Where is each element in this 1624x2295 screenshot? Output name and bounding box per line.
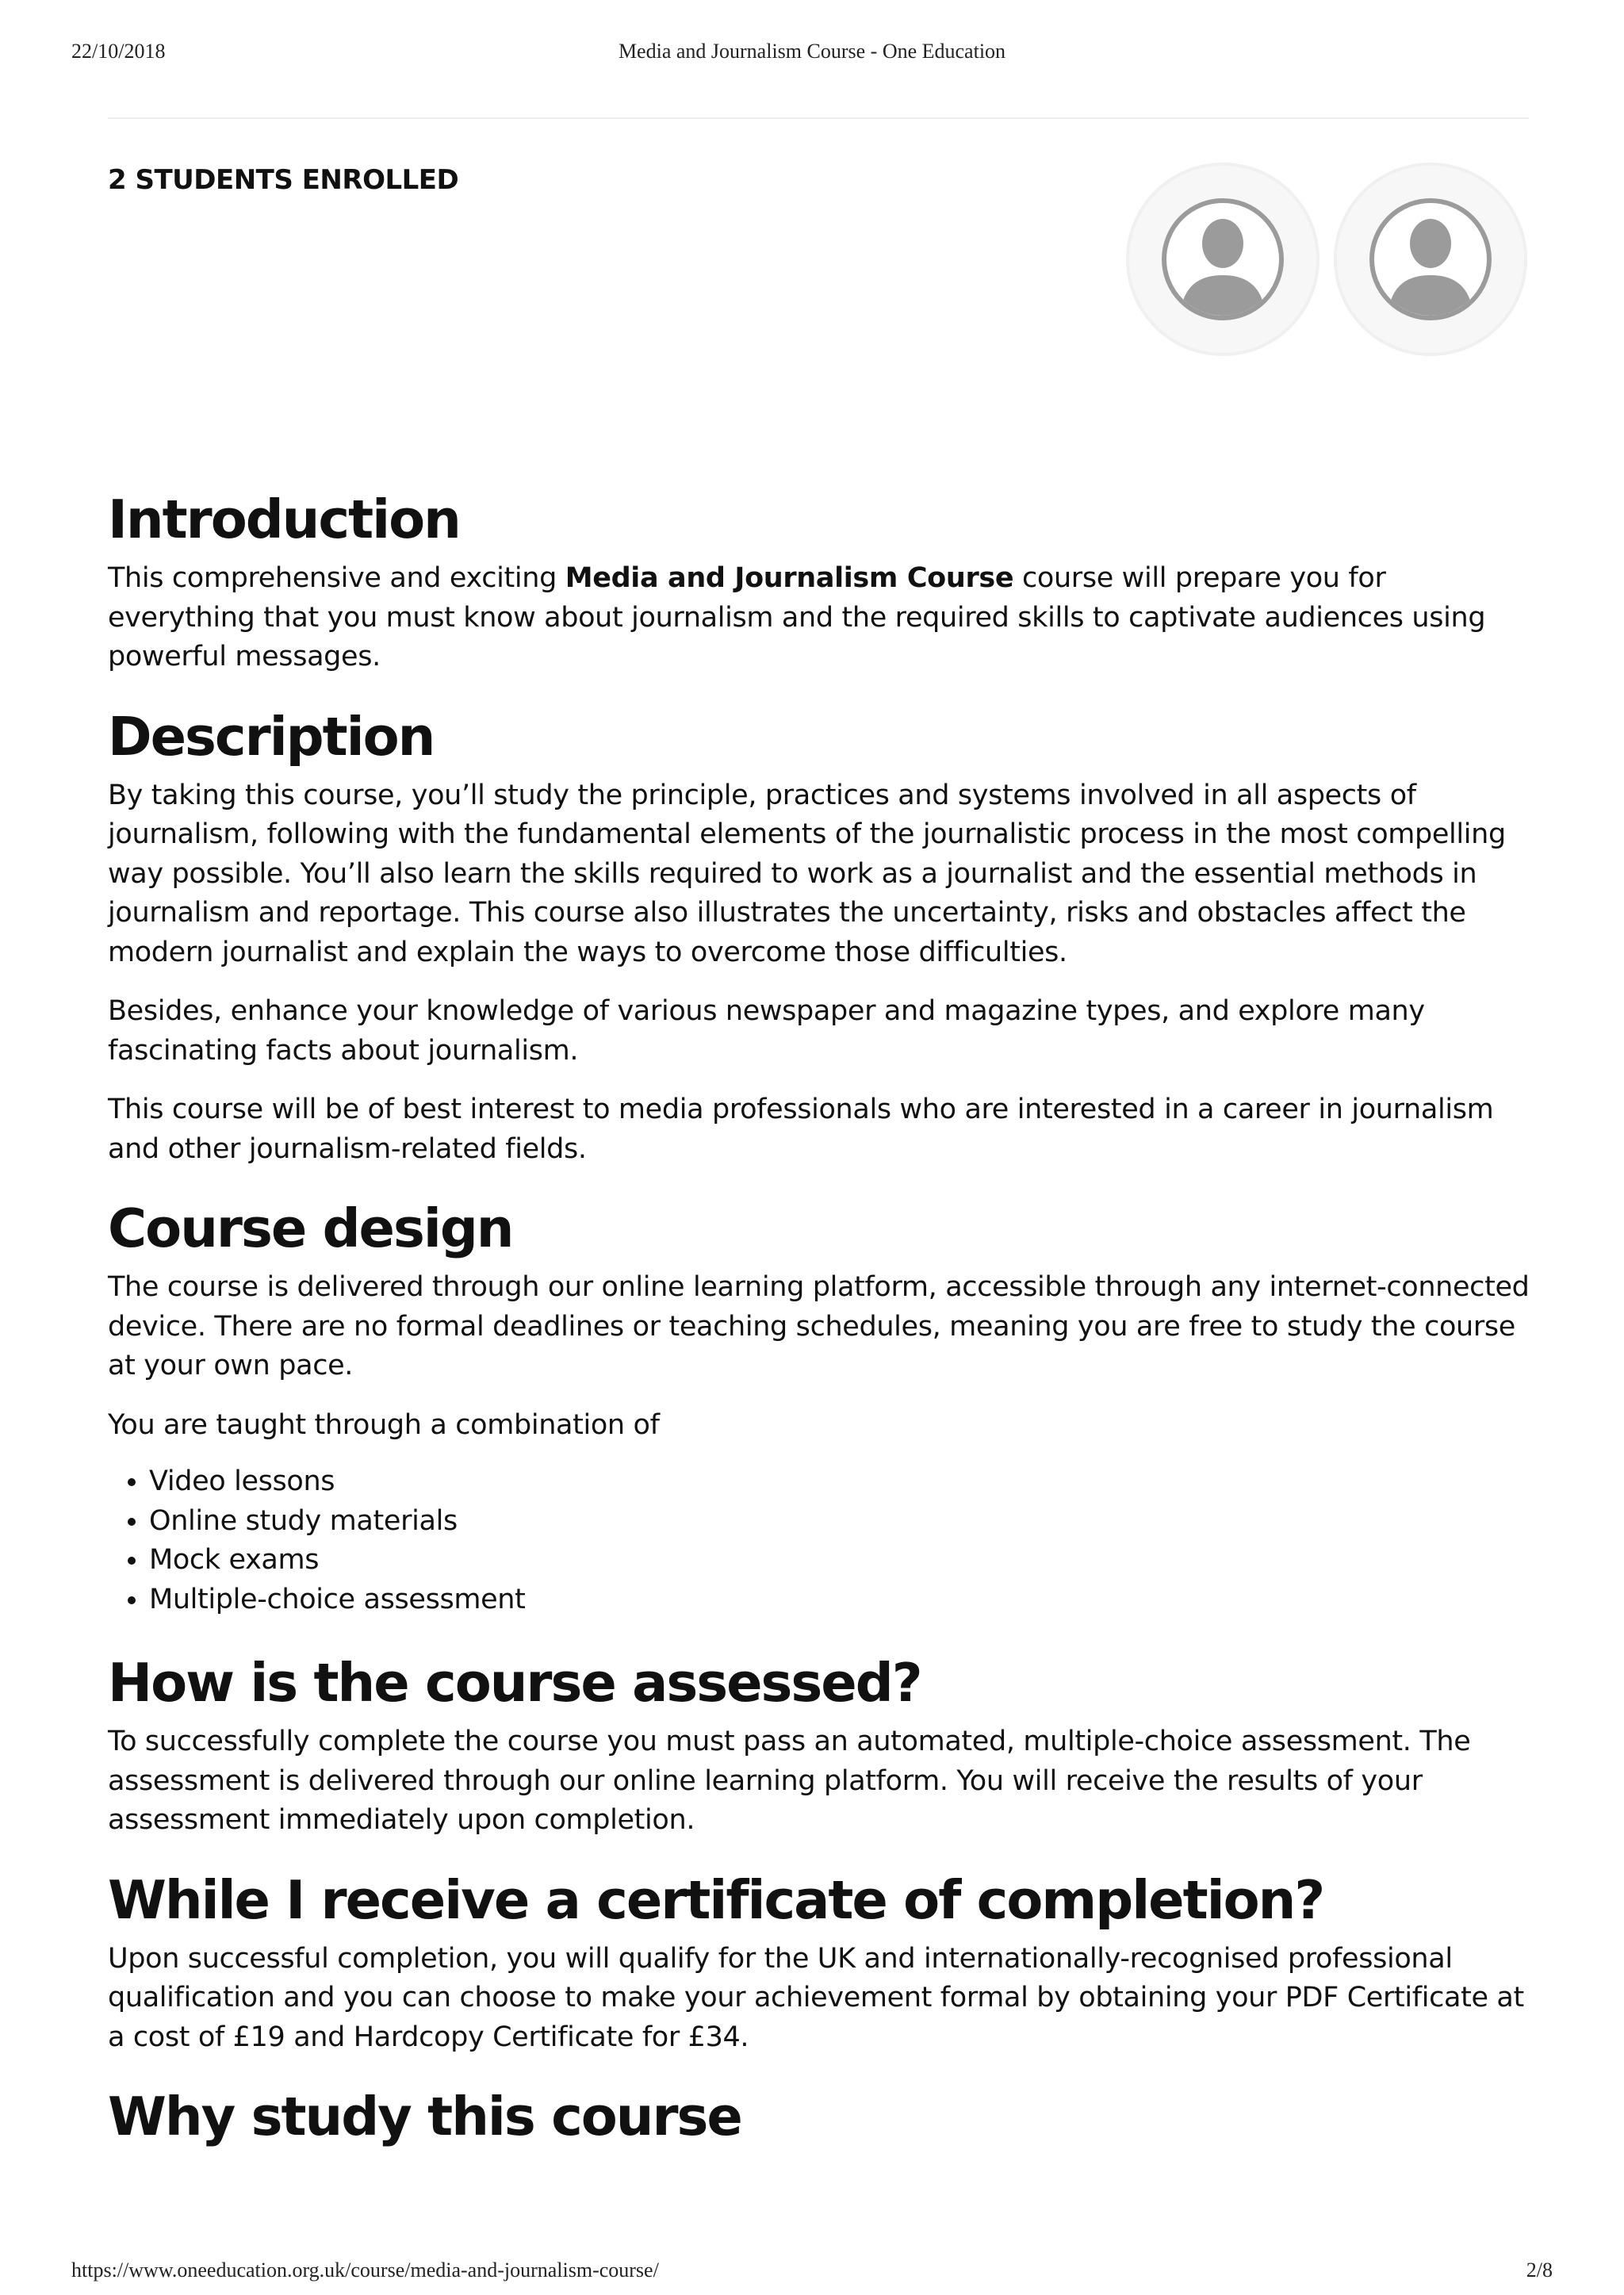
course-name: Media and Journalism Course — [565, 562, 1014, 594]
print-header — [0, 40, 1624, 68]
student-avatar[interactable] — [1126, 163, 1320, 356]
description-paragraph: Besides, enhance your knowledge of various newspaper and magazine types, and explore many fascinating facts about journalism. — [108, 995, 1425, 1067]
description-paragraph: This course will be of best interest to media professionals who are interested in a career in journalism and other journalism-related fields. — [108, 1094, 1494, 1165]
list-item: • Mock exams — [149, 1541, 1531, 1580]
assessment-heading: How is the course assessed? — [108, 1652, 921, 1714]
print-footer — [0, 2259, 1624, 2287]
list-item: • Multiple-choice assessment — [149, 1580, 1531, 1620]
why-study-section — [108, 2077, 1531, 2156]
certificate-section — [108, 1860, 1531, 2058]
course-content — [108, 480, 1531, 2156]
user-avatar-icon — [1159, 196, 1286, 323]
print-page-number: 2/8 — [1526, 2259, 1553, 2282]
introduction-heading: Introduction — [108, 489, 460, 550]
course-design-paragraph: You are taught through a combination of — [108, 1408, 660, 1441]
enrolled-avatars — [1126, 163, 1530, 357]
print-date: 22/10/2018 — [71, 40, 166, 63]
certificate-paragraph: Upon successful completion, you will qualify for the UK and internationally-recognised professional qualification and you can choose to make your achievement formal by obtaining your PDF Certificate at a cost of £19 and Hardcopy Certificate for £34. — [108, 1942, 1524, 2053]
list-item: • Online study materials — [149, 1502, 1531, 1542]
print-page-title: Media and Journalism Course - One Education — [618, 40, 1006, 63]
teaching-methods-list — [108, 1462, 1531, 1619]
course-design-heading: Course design — [108, 1197, 513, 1259]
assessment-paragraph: To successfully complete the course you must pass an automated, multiple-choice assessment. The assessment is delivered through our online learning platform. You will receive the results of your assessment immediately upon completion. — [108, 1726, 1471, 1836]
certificate-heading: While I receive a certificate of completion? — [108, 1868, 1324, 1931]
print-url: https://www.oneeducation.org.uk/course/media-and-journalism-course/ — [71, 2259, 659, 2282]
course-design-paragraph: The course is delivered through our online learning platform, accessible through any internet-connected device. There are no formal deadlines or teaching schedules, meaning you are free to study the course at your own pace. — [108, 1271, 1530, 1381]
introduction-paragraph: This comprehensive and exciting Media and Journalism Course course will prepare you for everything that you must know about journalism and the required skills to captivate audiences using powerful messages. — [108, 562, 1486, 672]
description-heading: Description — [108, 705, 435, 768]
description-paragraph: By taking this course, you’ll study the principle, practices and systems involved in all aspects of journalism, following with the fundamental elements of the journalistic process in the most compelling way possible. You’ll also learn the skills required to work as a journalist and the essential methods in journalism and reportage. This course also illustrates the uncertainty, risks and obstacles affect the modern journalist and explain the ways to overcome those difficulties. — [108, 779, 1506, 968]
students-enrolled-label: 2 STUDENTS ENROLLED — [108, 164, 459, 196]
header-divider — [108, 117, 1529, 119]
assessment-section — [108, 1643, 1531, 1841]
user-avatar-icon — [1367, 196, 1494, 323]
description-section — [108, 697, 1531, 1170]
student-avatar[interactable] — [1334, 163, 1527, 356]
why-study-heading: Why study this course — [108, 2086, 741, 2147]
list-item: • Video lessons — [149, 1462, 1531, 1502]
course-design-section — [108, 1189, 1531, 1619]
introduction-section — [108, 480, 1531, 677]
